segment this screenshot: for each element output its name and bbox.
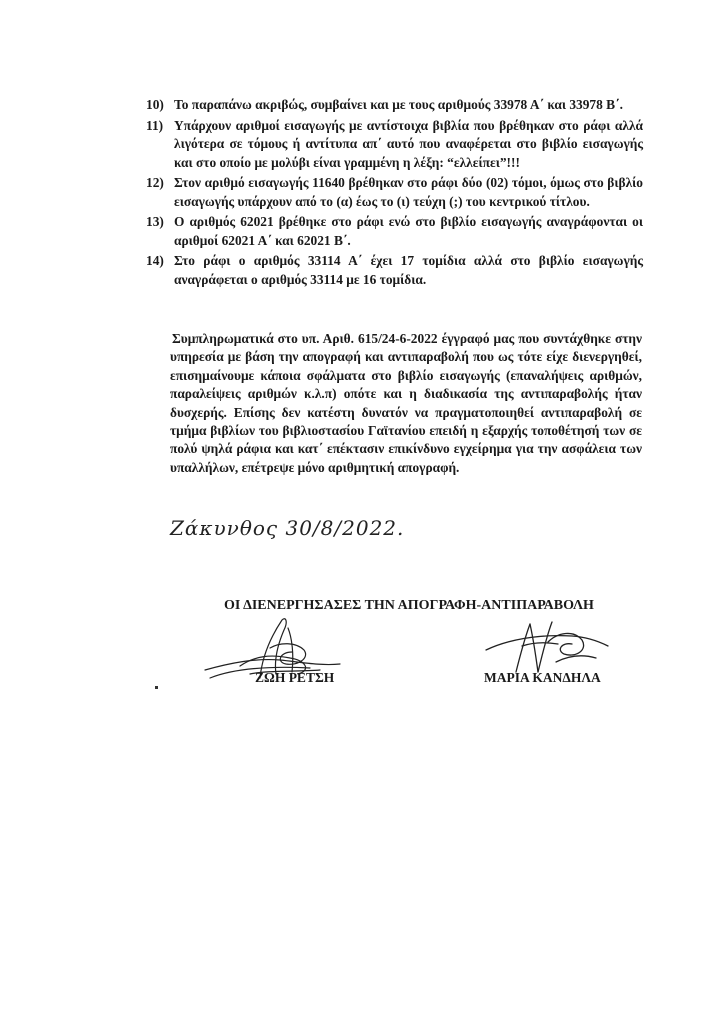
list-number: 14)	[146, 253, 164, 268]
signatories-title: ΟΙ ΔΙΕΝΕΡΓΗΣΑΣΕΣ ΤΗΝ ΑΠΟΓΡΑΦΗ-ΑΝΤΙΠΑΡΑΒΟΛΗ	[224, 598, 594, 613]
list-text: Στον αριθμό εισαγωγής 11640 βρέθηκαν στο ράφι δύο (02) τόμοι, όμως στο βιβλίο εισαγωγής υπάρχουν από το (α) έως το (ι) τεύχη (;) του κεντρικού τίτλου.	[174, 175, 643, 209]
list-item	[146, 252, 643, 289]
signatory-name-2: ΜΑΡΙΑ ΚΑΝΔΗΛΑ	[484, 670, 601, 685]
list-item	[146, 96, 643, 115]
scan-speck	[155, 686, 158, 689]
list-item	[146, 213, 643, 250]
list-item	[146, 117, 643, 173]
list-number: 12)	[146, 175, 164, 190]
list-number: 11)	[146, 117, 164, 133]
list-number: 13)	[146, 214, 164, 229]
supplementary-paragraph: Συμπληρωματικά στο υπ. Αριθ. 615/24-6-2022 έγγραφό μας που συντάχθηκε στην υπηρεσία με βάση την απογραφή και αντιπαραβολή που ως τότε είχε διενεργηθεί, επισημαίνουμε κάποια σφάλματα στο βιβλίο εισαγωγής (επαναλήψεις αριθμών, παραλείψεις αριθμών κ.λ.π) οπότε και η διαδικασία της αντιπαραβολής ήταν δυσχερής. Επίσης δεν κατέστη δυνατόν να πραγματοποιηθεί αντιπαραβολή σε τμήμα βιβλίων του βιβλιοστασίου Γαϊτανίου επειδή η εξαρχής τοποθέτησή των σε πολύ ψηλά ράφια και κατ΄ επέκτασιν επικίνδυνο εγχείρημα για την ασφάλεια των υπαλλήλων, επέτρεψε μόνο αριθμητική απογραφή.	[170, 331, 642, 475]
list-text: Υπάρχουν αριθμοί εισαγωγής με αντίστοιχα βιβλία που βρέθηκαν στο ράφι αλλά λιγότερα σε τόμους ή αντίτυπα απ΄ αυτό που αναφέρεται στο βιβλίο εισαγωγής και στο οποίο με μολύβι είναι γραμμένη η λέξη: “ελλείπει”!!!	[174, 117, 643, 170]
numbered-list	[146, 96, 643, 291]
list-item	[146, 174, 643, 211]
list-text: Στο ράφι ο αριθμός 33114 Α΄ έχει 17 τομίδια αλλά στο βιβλίο εισαγωγής αναγράφεται ο αριθμός 33114 με 16 τομίδια.	[174, 253, 643, 287]
list-text: Ο αριθμός 62021 βρέθηκε στο ράφι ενώ στο βιβλίο εισαγωγής αναγράφονται οι αριθμοί 62021 Α΄ και 62021 Β΄.	[174, 214, 643, 248]
handwritten-date: Ζάκυνθος 30/8/2022.	[170, 516, 405, 540]
list-number: 10)	[146, 97, 164, 112]
list-text: Το παραπάνω ακριβώς, συμβαίνει και με τους αριθμούς 33978 Α΄ και 33978 Β΄.	[174, 97, 623, 112]
signatory-name-1: ΖΩΗ ΡΕΤΣΗ	[255, 670, 335, 685]
